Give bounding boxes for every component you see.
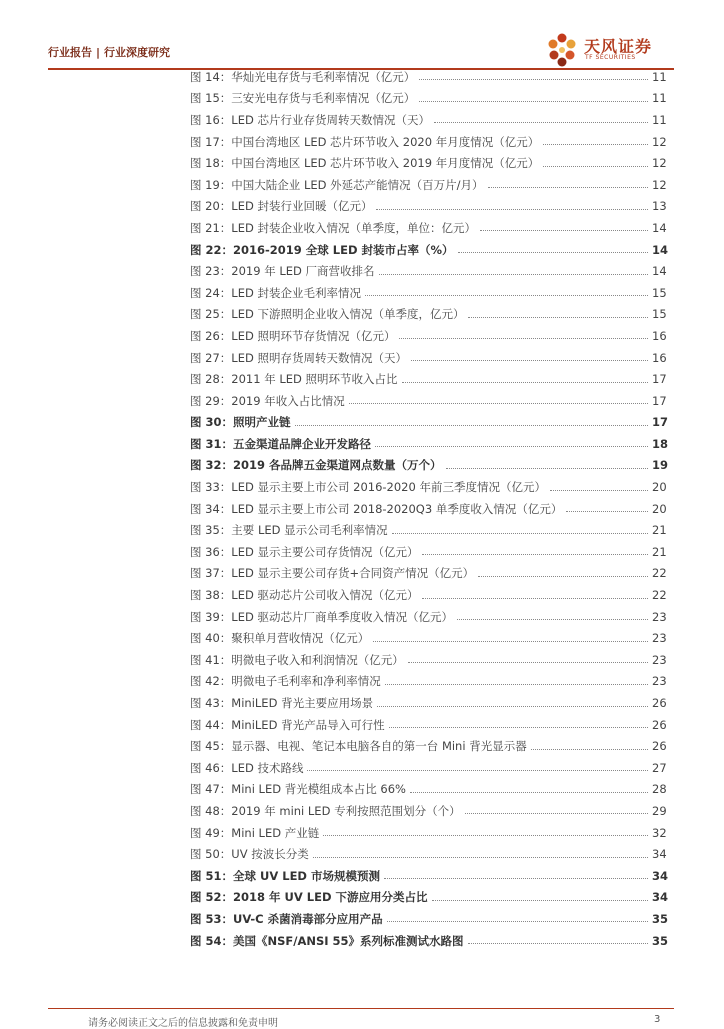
report-type-label: 行业报告 bbox=[48, 46, 92, 59]
toc-entry-title: 图 24：LED 封装企业毛利率情况 bbox=[190, 285, 361, 300]
toc-leader-dots bbox=[365, 295, 648, 296]
report-subtype-label: 行业深度研究 bbox=[104, 46, 171, 59]
toc-leader-dots bbox=[531, 749, 648, 750]
toc-entry-title: 图 39：LED 驱动芯片厂商单季度收入情况（亿元） bbox=[190, 609, 453, 624]
toc-entry[interactable] bbox=[190, 887, 669, 909]
toc-leader-dots bbox=[488, 187, 648, 188]
toc-entry-page: 28 bbox=[652, 782, 667, 797]
logo-wordmark: 天风证券 bbox=[584, 37, 653, 56]
toc-entry-page: 26 bbox=[652, 717, 667, 732]
report-category bbox=[48, 44, 170, 60]
toc-leader-dots bbox=[419, 101, 648, 102]
toc-entry-title: 图 44：MiniLED 背光产品导入可行性 bbox=[190, 717, 385, 732]
toc-entry-page: 14 bbox=[652, 264, 667, 279]
toc-leader-dots bbox=[543, 144, 648, 145]
toc-leader-dots bbox=[373, 641, 648, 642]
toc-leader-dots bbox=[480, 230, 648, 231]
toc-entry-page: 12 bbox=[652, 134, 667, 149]
toc-entry-title: 图 41：明微电子收入和利润情况（亿元） bbox=[190, 652, 404, 667]
toc-entry[interactable] bbox=[190, 735, 666, 757]
toc-entry-title: 图 14：华灿光电存货与毛利率情况（亿元） bbox=[190, 69, 416, 84]
toc-leader-dots bbox=[376, 209, 648, 210]
toc-leader-dots bbox=[399, 338, 648, 339]
toc-entry-page: 18 bbox=[652, 436, 669, 451]
toc-entry-title: 图 31：五金渠道品牌企业开发路径 bbox=[190, 436, 372, 451]
toc-entry[interactable] bbox=[190, 325, 666, 347]
toc-entry-page: 21 bbox=[652, 523, 667, 538]
page-number: 3 bbox=[654, 1014, 661, 1025]
toc-entry-title: 图 35：主要 LED 显示公司毛利率情况 bbox=[190, 523, 388, 538]
toc-entry-page: 16 bbox=[652, 350, 667, 365]
toc-entry-page: 17 bbox=[652, 393, 667, 408]
toc-entry[interactable] bbox=[190, 217, 666, 239]
toc-entry-page: 23 bbox=[652, 631, 667, 646]
toc-entry-page: 15 bbox=[652, 285, 667, 300]
toc-leader-dots bbox=[349, 403, 648, 404]
toc-entry-title: 图 40：聚积单月营收情况（亿元） bbox=[190, 631, 370, 646]
toc-leader-dots bbox=[478, 576, 648, 577]
toc-entry-title: 图 42：明微电子毛利率和净利率情况 bbox=[190, 674, 381, 689]
tf-securities-logo bbox=[544, 32, 674, 68]
toc-entry-page: 21 bbox=[652, 544, 667, 559]
toc-entry-title: 图 21：LED 封装企业收入情况（单季度，单位：亿元） bbox=[190, 220, 476, 235]
toc-entry-page: 23 bbox=[652, 609, 667, 624]
toc-leader-dots bbox=[375, 446, 648, 447]
toc-entry-page: 35 bbox=[652, 911, 669, 926]
logo-subtitle: TF SECURITIES bbox=[585, 54, 636, 61]
toc-entry[interactable] bbox=[190, 671, 666, 693]
footer-disclaimer: 请务必阅读正文之后的信息披露和免责申明 bbox=[88, 1018, 278, 1029]
toc-entry-page: 22 bbox=[652, 566, 667, 581]
toc-entry[interactable] bbox=[190, 822, 666, 844]
toc-entry-page: 14 bbox=[652, 220, 667, 235]
toc-leader-dots bbox=[468, 943, 648, 944]
toc-entry[interactable] bbox=[190, 131, 666, 153]
toc-entry[interactable] bbox=[190, 412, 669, 434]
toc-entry-page: 15 bbox=[652, 307, 667, 322]
toc-entry-page: 29 bbox=[652, 803, 667, 818]
toc-entry-page: 32 bbox=[652, 825, 667, 840]
toc-entry[interactable] bbox=[190, 260, 666, 282]
toc-entry-title: 图 15：三安光电存货与毛利率情况（亿元） bbox=[190, 91, 416, 106]
toc-entry-title: 图 36：LED 显示主要公司存货情况（亿元） bbox=[190, 544, 419, 559]
toc-entry-title: 图 51：全球 UV LED 市场规模预测 bbox=[190, 868, 380, 883]
toc-entry[interactable] bbox=[190, 390, 666, 412]
toc-leader-dots bbox=[566, 511, 648, 512]
figure-list bbox=[190, 66, 669, 951]
toc-leader-dots bbox=[410, 792, 648, 793]
toc-entry[interactable] bbox=[190, 239, 669, 261]
toc-entry[interactable] bbox=[190, 865, 669, 887]
toc-entry-title: 图 37：LED 显示主要公司存货+合同资产情况（亿元） bbox=[190, 566, 475, 581]
toc-entry-title: 图 20：LED 封装行业回暖（亿元） bbox=[190, 199, 373, 214]
toc-entry[interactable] bbox=[190, 304, 666, 326]
toc-entry-title: 图 45：显示器、电视、笔记本电脑各自的第一台 Mini 背光显示器 bbox=[190, 739, 527, 754]
toc-entry-page: 26 bbox=[652, 696, 667, 711]
toc-entry[interactable] bbox=[190, 584, 666, 606]
toc-entry[interactable] bbox=[190, 368, 666, 390]
toc-leader-dots bbox=[468, 317, 648, 318]
toc-entry-page: 20 bbox=[652, 501, 667, 516]
toc-entry-title: 图 30：照明产业链 bbox=[190, 415, 291, 430]
toc-entry[interactable] bbox=[190, 606, 666, 628]
toc-entry-title: 图 38：LED 驱动芯片公司收入情况（亿元） bbox=[190, 588, 419, 603]
header-separator: | bbox=[96, 46, 101, 59]
toc-entry[interactable] bbox=[190, 66, 666, 88]
toc-leader-dots bbox=[385, 684, 648, 685]
toc-entry-title: 图 54：美国《NSF/ANSI 55》系列标准测试水路图 bbox=[190, 933, 464, 948]
toc-entry-title: 图 19：中国大陆企业 LED 外延芯产能情况（百万片/月） bbox=[190, 177, 484, 192]
toc-entry-page: 17 bbox=[652, 372, 667, 387]
toc-entry[interactable] bbox=[190, 282, 666, 304]
toc-entry[interactable] bbox=[190, 649, 666, 671]
toc-entry-title: 图 29：2019 年收入占比情况 bbox=[190, 393, 345, 408]
toc-entry[interactable] bbox=[190, 908, 669, 930]
toc-entry[interactable] bbox=[190, 563, 666, 585]
toc-entry[interactable] bbox=[190, 627, 666, 649]
toc-entry[interactable] bbox=[190, 455, 669, 477]
toc-entry[interactable] bbox=[190, 843, 666, 865]
toc-leader-dots bbox=[550, 490, 648, 491]
toc-entry[interactable] bbox=[190, 519, 666, 541]
toc-entry[interactable] bbox=[190, 174, 666, 196]
toc-entry-page: 34 bbox=[652, 890, 669, 905]
toc-leader-dots bbox=[387, 921, 648, 922]
toc-leader-dots bbox=[295, 425, 648, 426]
toc-entry-title: 图 22：2016-2019 全球 LED 封装市占率（%） bbox=[190, 242, 454, 257]
toc-entry[interactable] bbox=[190, 779, 666, 801]
toc-entry[interactable] bbox=[190, 152, 666, 174]
toc-leader-dots bbox=[313, 857, 648, 858]
toc-entry-page: 34 bbox=[652, 868, 669, 883]
toc-leader-dots bbox=[457, 619, 648, 620]
toc-entry-title: 图 33：LED 显示主要上市公司 2016-2020 年前三季度情况（亿元） bbox=[190, 480, 546, 495]
footer-divider bbox=[48, 1008, 674, 1009]
toc-entry-page: 12 bbox=[652, 177, 667, 192]
toc-entry[interactable] bbox=[190, 714, 666, 736]
toc-entry-title: 图 52：2018 年 UV LED 下游应用分类占比 bbox=[190, 890, 428, 905]
toc-entry-page: 20 bbox=[652, 480, 667, 495]
toc-entry-title: 图 48：2019 年 mini LED 专利按照范围划分（个） bbox=[190, 803, 461, 818]
toc-leader-dots bbox=[377, 706, 648, 707]
toc-leader-dots bbox=[323, 835, 648, 836]
toc-entry-page: 35 bbox=[652, 933, 669, 948]
toc-entry[interactable] bbox=[190, 757, 666, 779]
toc-entry-page: 27 bbox=[652, 760, 667, 775]
toc-entry-title: 图 23：2019 年 LED 厂商营收排名 bbox=[190, 264, 375, 279]
toc-leader-dots bbox=[419, 79, 648, 80]
toc-leader-dots bbox=[422, 598, 648, 599]
toc-entry-page: 17 bbox=[652, 415, 669, 430]
toc-entry[interactable] bbox=[190, 88, 666, 110]
toc-entry-page: 12 bbox=[652, 156, 667, 171]
toc-leader-dots bbox=[389, 727, 648, 728]
toc-leader-dots bbox=[411, 360, 648, 361]
toc-leader-dots bbox=[434, 122, 648, 123]
toc-entry[interactable] bbox=[190, 476, 666, 498]
toc-entry-page: 11 bbox=[652, 69, 667, 84]
toc-leader-dots bbox=[446, 468, 648, 469]
toc-entry[interactable] bbox=[190, 541, 666, 563]
toc-entry-title: 图 46：LED 技术路线 bbox=[190, 760, 304, 775]
toc-entry[interactable] bbox=[190, 800, 666, 822]
toc-entry-title: 图 16：LED 芯片行业存货周转天数情况（天） bbox=[190, 112, 430, 127]
toc-entry-title: 图 49：Mini LED 产业链 bbox=[190, 825, 320, 840]
toc-entry-title: 图 28：2011 年 LED 照明环节收入占比 bbox=[190, 372, 398, 387]
toc-leader-dots bbox=[432, 900, 649, 901]
toc-entry-page: 14 bbox=[652, 242, 669, 257]
toc-entry[interactable] bbox=[190, 196, 666, 218]
toc-entry-page: 19 bbox=[652, 458, 669, 473]
toc-entry-title: 图 26：LED 照明环节存货情况（亿元） bbox=[190, 328, 396, 343]
toc-entry-page: 16 bbox=[652, 328, 667, 343]
toc-leader-dots bbox=[458, 252, 648, 253]
toc-entry-title: 图 47：Mini LED 背光模组成本占比 66% bbox=[190, 782, 406, 797]
toc-leader-dots bbox=[384, 878, 648, 879]
toc-entry-page: 23 bbox=[652, 674, 667, 689]
toc-leader-dots bbox=[408, 662, 648, 663]
toc-entry-page: 22 bbox=[652, 588, 667, 603]
toc-entry-page: 26 bbox=[652, 739, 667, 754]
toc-leader-dots bbox=[402, 382, 648, 383]
toc-entry-title: 图 25：LED 下游照明企业收入情况（单季度，亿元） bbox=[190, 307, 465, 322]
toc-entry-title: 图 18：中国台湾地区 LED 芯片环节收入 2019 年月度情况（亿元） bbox=[190, 156, 540, 171]
logo-flower-icon bbox=[544, 32, 580, 68]
toc-entry-title: 图 34：LED 显示主要上市公司 2018-2020Q3 单季度收入情况（亿元） bbox=[190, 501, 563, 516]
toc-entry-page: 13 bbox=[652, 199, 667, 214]
toc-entry[interactable] bbox=[190, 692, 666, 714]
toc-leader-dots bbox=[392, 533, 648, 534]
toc-entry-title: 图 43：MiniLED 背光主要应用场景 bbox=[190, 696, 374, 711]
toc-leader-dots bbox=[422, 554, 648, 555]
toc-leader-dots bbox=[465, 813, 648, 814]
toc-entry[interactable] bbox=[190, 498, 666, 520]
toc-entry-title: 图 50：UV 按波长分类 bbox=[190, 847, 309, 862]
toc-leader-dots bbox=[307, 770, 648, 771]
toc-entry-page: 23 bbox=[652, 652, 667, 667]
toc-entry-title: 图 17：中国台湾地区 LED 芯片环节收入 2020 年月度情况（亿元） bbox=[190, 134, 540, 149]
toc-entry-title: 图 53：UV-C 杀菌消毒部分应用产品 bbox=[190, 911, 383, 926]
toc-entry-page: 34 bbox=[652, 847, 667, 862]
toc-entry[interactable] bbox=[190, 109, 666, 131]
toc-entry[interactable] bbox=[190, 347, 666, 369]
toc-entry-title: 图 27：LED 照明存货周转天数情况（天） bbox=[190, 350, 407, 365]
toc-entry[interactable] bbox=[190, 433, 669, 455]
toc-leader-dots bbox=[379, 274, 648, 275]
toc-entry-title: 图 32：2019 各品牌五金渠道网点数量（万个） bbox=[190, 458, 442, 473]
toc-entry[interactable] bbox=[190, 930, 669, 952]
toc-entry-page: 11 bbox=[652, 112, 667, 127]
toc-entry-page: 11 bbox=[652, 91, 667, 106]
toc-leader-dots bbox=[543, 166, 648, 167]
